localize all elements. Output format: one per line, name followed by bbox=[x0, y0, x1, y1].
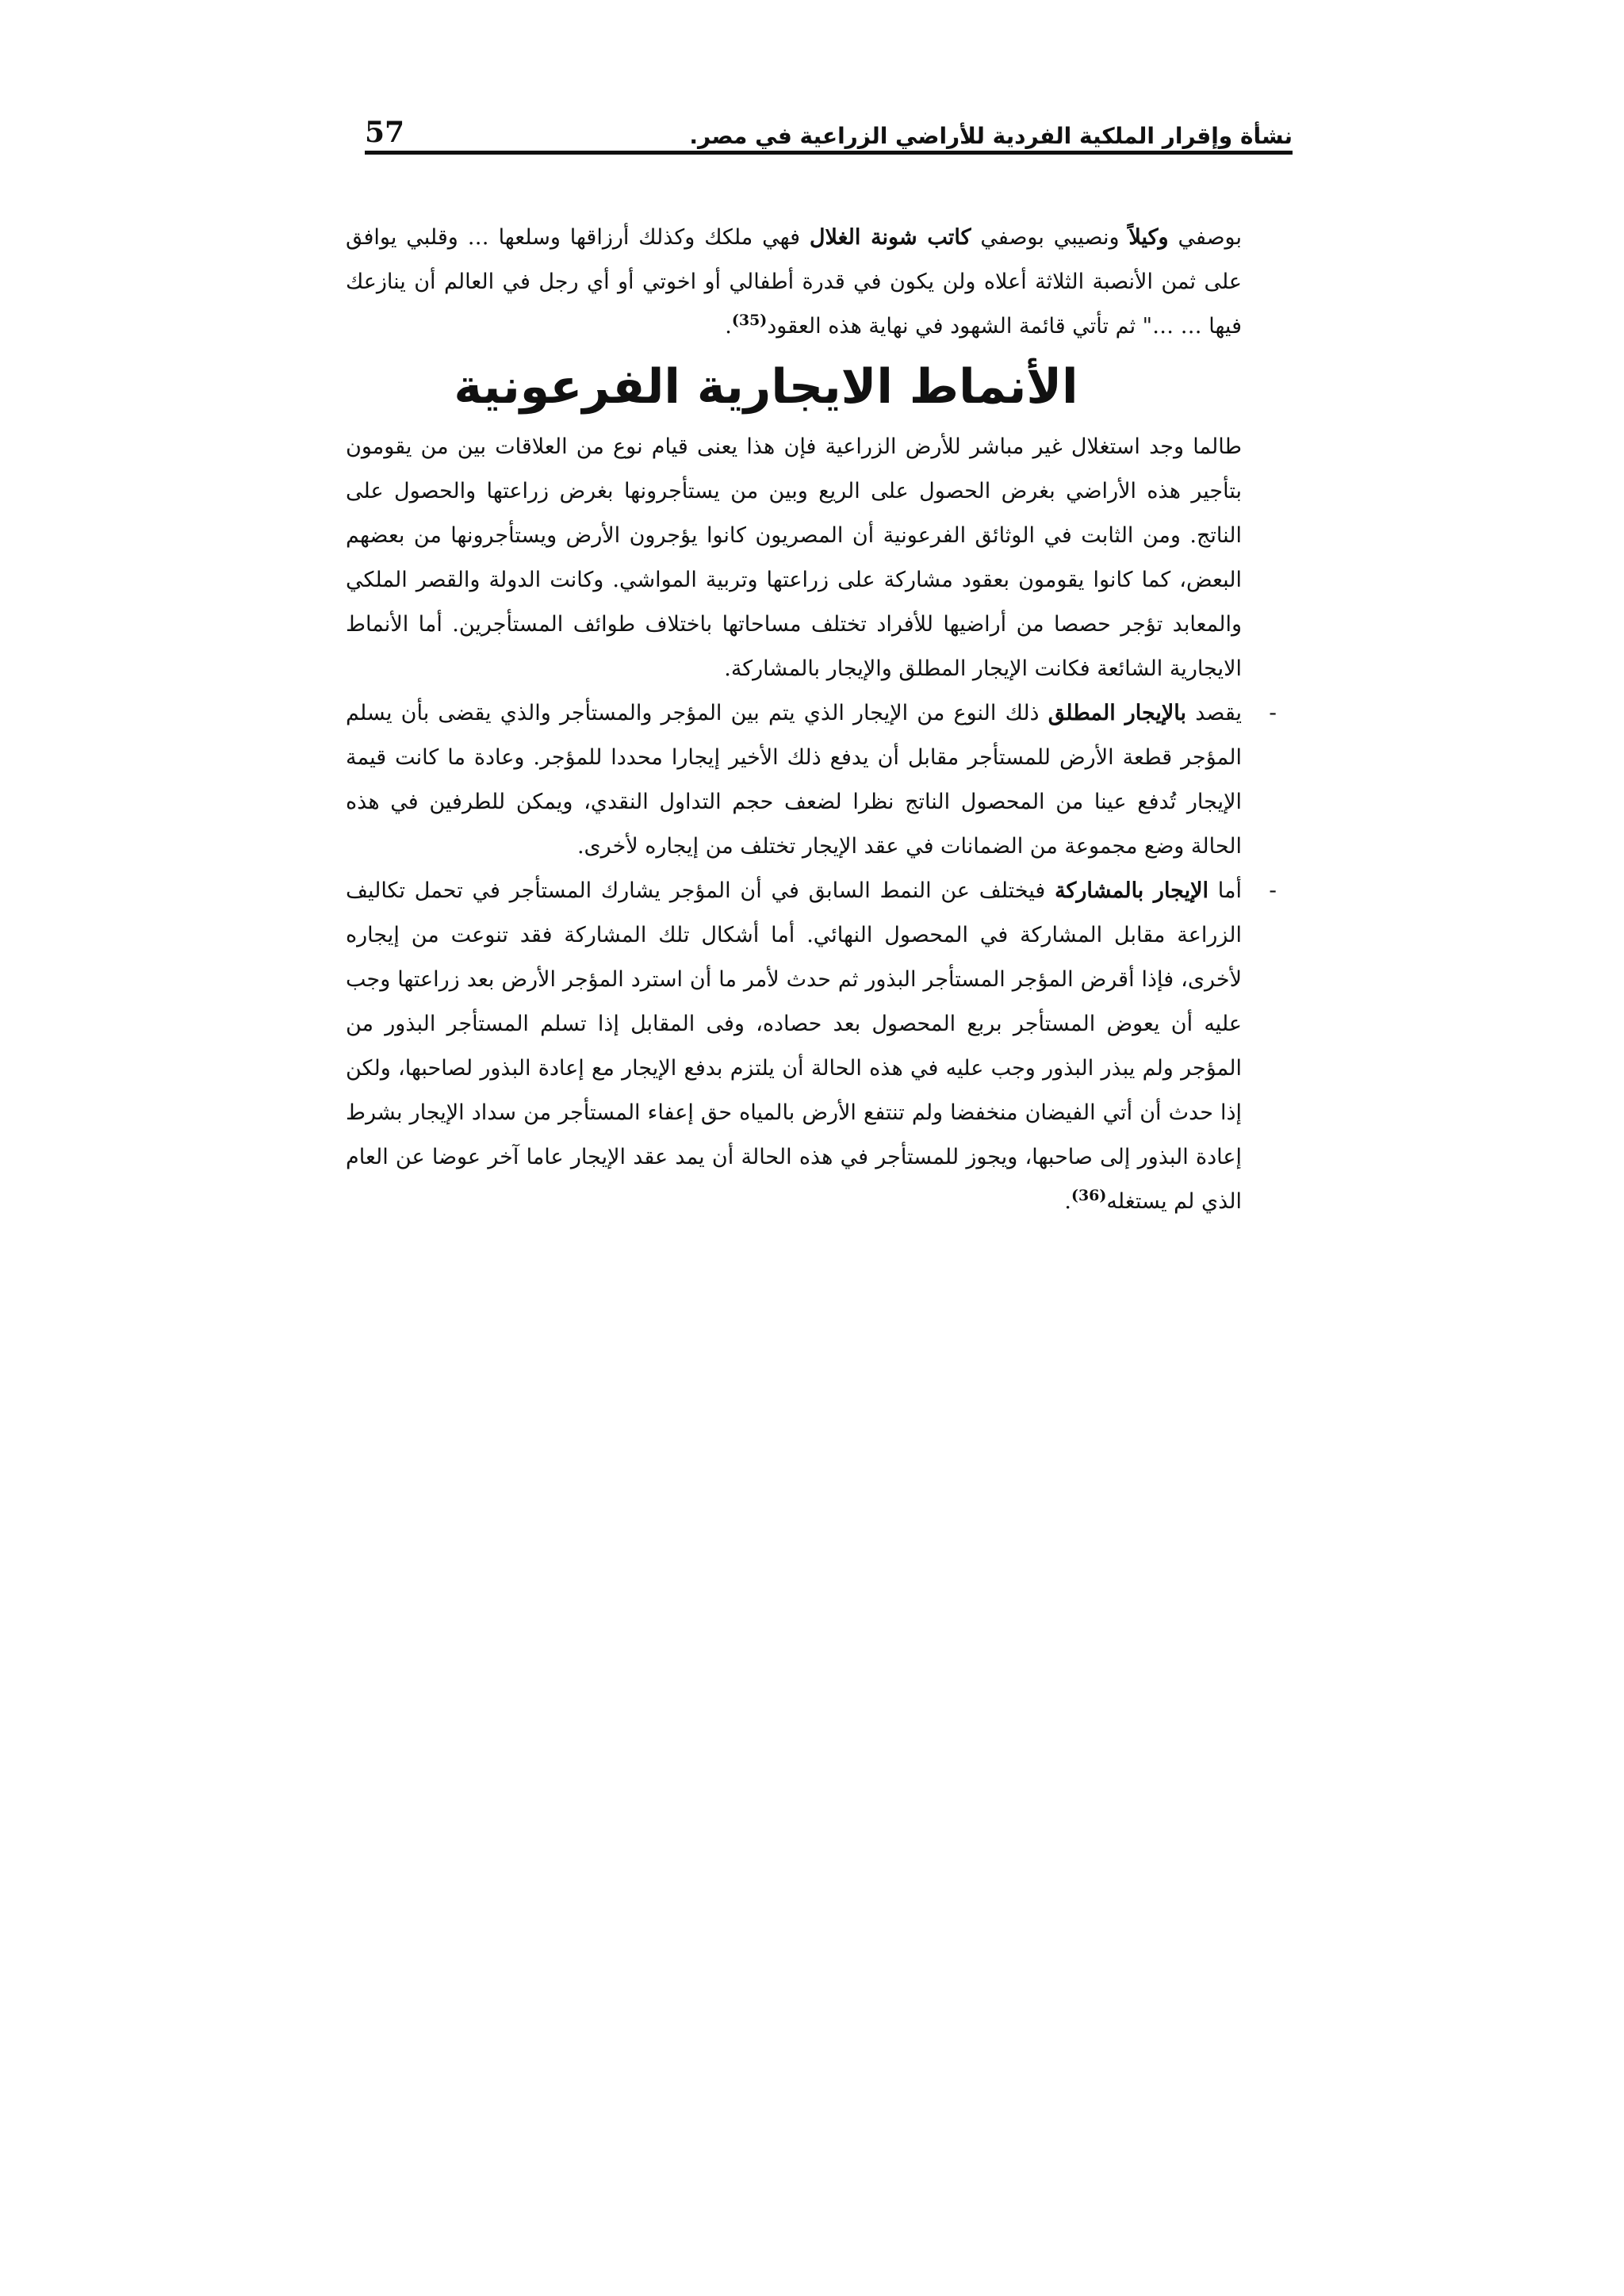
section-paragraph: طالما وجد استغلال غير مباشر للأرض الزراعية فإن هذا يعنى قيام نوع من العلاقات بين من يقومون بتأجير هذه الأراضي بغرض الحصول على الريع وبين من يستأجرونها بغرض زراعتها والحصول على الناتج. ومن الثابت في الوثائق الفرعونية أن المصريون كانوا يؤجرون الأرض ويستأجرونها من بعضهم البعض، كما كانوا يقومون بعقود مشاركة على زراعتها وتربية المواشي. وكانت الدولة والقصر الملكي والمعابد تؤجر حصصا من أراضيها للأفراد تختلف مساحاتها باختلاف طوائف المستأجرين. أما الأنماط الايجارية الشائعة فكانت الإيجار المطلق والإيجار بالمشاركة. bbox=[346, 434, 1242, 681]
bullet-term: بالإيجار المطلق bbox=[1048, 701, 1187, 725]
footnote-ref-36[interactable]: (36) bbox=[1071, 1187, 1107, 1204]
footnote-ref-35[interactable]: (35) bbox=[731, 312, 768, 329]
page-number: 57 bbox=[365, 116, 405, 149]
bullet-term: الإيجار بالمشاركة bbox=[1055, 878, 1209, 903]
intro-text-1: بوصفي bbox=[1168, 225, 1242, 250]
bullet-lead: يقصد bbox=[1186, 701, 1242, 725]
intro-end: . bbox=[725, 314, 732, 339]
bullet-list bbox=[346, 691, 1277, 1224]
bullet-dash: - bbox=[1269, 701, 1277, 725]
intro-text-3: فهي ملكك وكذلك أرزاقها وسلعها … وقلبي يوافق على ثمن الأنصبة الثلاثة أعلاه ولن يكون في قدرة أطفالي أو اخوتي أو أي رجل في العالم أن ينازعك فيها … …" ثم تأتي قائمة الشهود في نهاية هذه العقود bbox=[346, 225, 1242, 339]
bullet-text: ذلك النوع من الإيجار الذي يتم بين المؤجر والمستأجر والذي يقضى بأن يسلم المؤجر قطعة الأرض للمستأجر مقابل أن يدفع ذلك الأخير إيجارا محددا للمؤجر. وعادة ما كانت قيمة الإيجار تُدفع عينا من المحصول الناتج نظرا لضعف حجم التداول النقدي، ويمكن للطرفين في هذه الحالة وضع مجموعة من الضمانات في عقد الإيجار تختلف من إيجاره لأخرى. bbox=[346, 701, 1242, 859]
intro-text-2: ونصيبي بوصفي bbox=[971, 225, 1129, 250]
running-header bbox=[365, 108, 1293, 149]
running-title: نشأة وإقرار الملكية الفردية للأراضي الزراعية في مصر. bbox=[689, 123, 1293, 149]
section-heading: الأنماط الايجارية الفرعونية bbox=[454, 359, 1078, 415]
bullet-item-absolute-lease bbox=[346, 691, 1277, 869]
bullet-dash: - bbox=[1269, 878, 1277, 903]
intro-bold-2: كاتب شونة الغلال bbox=[809, 225, 971, 250]
header-rule bbox=[365, 151, 1293, 155]
intro-bold-1: وكيلاً bbox=[1128, 225, 1169, 250]
page-body bbox=[346, 216, 1277, 1224]
bullet-end: . bbox=[1064, 1189, 1071, 1214]
intro-paragraph bbox=[346, 216, 1242, 349]
bullet-item-shared-lease bbox=[346, 869, 1277, 1224]
bullet-lead: أما bbox=[1208, 878, 1242, 903]
bullet-text: فيختلف عن النمط السابق في أن المؤجر يشارك المستأجر في تحمل تكاليف الزراعة مقابل المشاركة في المحصول النهائي. أما أشكال تلك المشاركة فقد تنوعت من إيجاره لأخرى، فإذا أقرض المؤجر المستأجر البذور ثم حدث لأمر ما أن استرد المؤجر الأرض بعد زراعتها وجب عليه أن يعوض المستأجر بربع المحصول بعد حصاده، وفى المقابل إذا تسلم المستأجر البذور من المؤجر ولم يبذر البذور وجب عليه في هذه الحالة أن يلتزم بدفع الإيجار مع إعادة البذور لصاحبها، ولكن إذا حدث أن أتي الفيضان منخفضا ولم تنتفع الأرض بالمياه حق إعفاء المستأجر من سداد الإيجار بشرط إعادة البذور إلى صاحبها، ويجوز للمستأجر في هذه الحالة أن يمد عقد الإيجار عاما آخر عوضا عن العام الذي لم يستغله bbox=[346, 878, 1242, 1214]
